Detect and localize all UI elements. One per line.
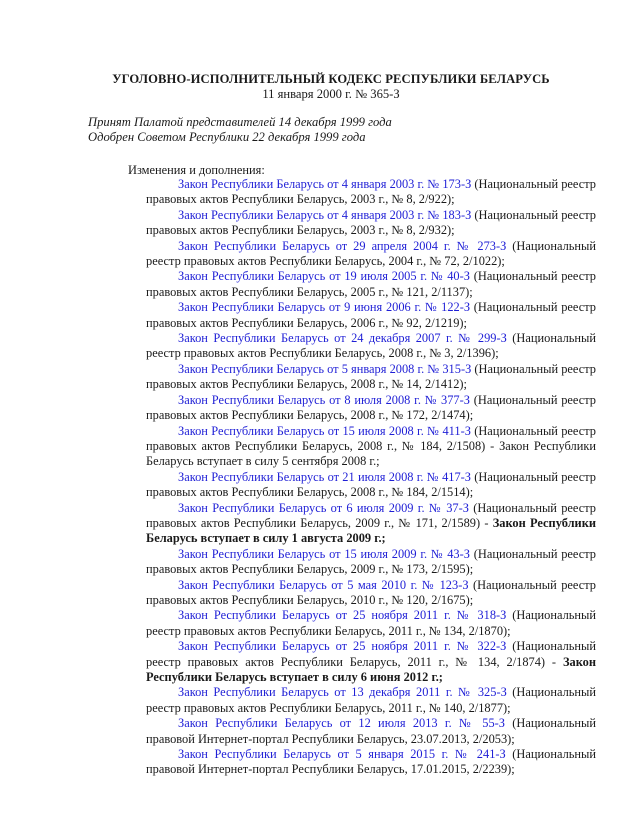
publication-source: (Национальный реестр правовых актов Республики Беларусь, 2008 г., № 184, 2/1508) - Закон Республики Беларусь вступает в силу 5 сентября 2008 г.;: [146, 423, 596, 469]
publication-source: (Национальный реестр правовых актов Республики Беларусь, 2008 г., № 184, 2/1514);: [146, 469, 596, 500]
publication-source: (Национальный реестр правовых актов Республики Беларусь, 2011 г., № 134, 2/1874) -: [146, 639, 596, 669]
effective-note: Закон Республики Беларусь вступает в силу 6 июня 2012 г.;: [146, 654, 596, 684]
law-link[interactable]: Закон Республики Беларусь от 4 января 2003 г. № 183-З: [178, 207, 472, 222]
amendment-item: [146, 177, 596, 208]
approved-by-council: Одобрен Советом Республики 22 декабря 1999 года: [88, 130, 366, 144]
publication-source: (Национальный правовой Интернет-портал Республики Беларусь, 17.01.2015, 2/2239);: [146, 747, 596, 777]
law-link[interactable]: Закон Республики Беларусь от 24 декабря 2007 г. № 299-З: [178, 331, 507, 346]
law-link[interactable]: Закон Республики Беларусь от 5 мая 2010 г. № 123-З: [178, 577, 469, 592]
effective-note: Закон Республики Беларусь вступает в силу 1 августа 2009 г.;: [146, 515, 596, 546]
publication-source: (Национальный реестр правовых актов Республики Беларусь, 2006 г., № 92, 2/1219);: [146, 300, 596, 330]
amendment-item: [146, 269, 596, 300]
law-link[interactable]: Закон Республики Беларусь от 15 июля 2008 г. № 411-З: [178, 423, 471, 438]
law-link[interactable]: Закон Республики Беларусь от 19 июля 2005 г. № 40-З: [178, 269, 470, 284]
amendment-item: [146, 331, 596, 362]
publication-source: (Национальный реестр правовых актов Республики Беларусь, 2008 г., № 172, 2/1474);: [146, 392, 597, 423]
changes-heading: Изменения и дополнения:: [128, 163, 265, 177]
amendment-item: [146, 747, 596, 778]
publication-source: (Национальный реестр правовых актов Республики Беларусь, 2004 г., № 72, 2/1022);: [146, 238, 596, 269]
publication-source: (Национальный реестр правовых актов Республики Беларусь, 2011 г., № 140, 2/1877);: [146, 685, 596, 715]
publication-source: (Национальный реестр правовых актов Республики Беларусь, 2003 г., № 8, 2/932);: [146, 207, 596, 238]
law-link[interactable]: Закон Республики Беларусь от 29 апреля 2004 г. № 273-З: [178, 238, 507, 253]
amendment-item: [146, 424, 596, 470]
amendment-item: [146, 208, 596, 239]
amendment-item: [146, 239, 596, 270]
amendment-item: [146, 716, 596, 747]
adopted-by-house: Принят Палатой представителей 14 декабря 1999 года: [88, 115, 392, 129]
law-link[interactable]: Закон Республики Беларусь от 25 ноября 2011 г. № 318-З: [178, 608, 507, 623]
law-link[interactable]: Закон Республики Беларусь от 21 июля 2008 г. № 417-З: [178, 469, 471, 484]
publication-source: (Национальный реестр правовых актов Республики Беларусь, 2005 г., № 121, 2/1137);: [146, 269, 597, 299]
law-link[interactable]: Закон Республики Беларусь от 5 января 2008 г. № 315-З: [178, 361, 472, 376]
law-link[interactable]: Закон Республики Беларусь от 12 июля 2013 г. № 55-З: [178, 716, 506, 731]
document-title: УГОЛОВНО-ИСПОЛНИТЕЛЬНЫЙ КОДЕКС РЕСПУБЛИКИ БЕЛАРУСЬ: [112, 72, 550, 86]
law-link[interactable]: Закон Республики Беларусь от 5 января 2015 г. № 241-З: [178, 747, 506, 762]
law-link[interactable]: Закон Республики Беларусь от 8 июля 2008 г. № 377-З: [178, 392, 470, 407]
publication-source: (Национальный реестр правовых актов Республики Беларусь, 2008 г., № 14, 2/1412);: [146, 361, 596, 392]
document-date-number: 11 января 2000 г. № 365-З: [262, 87, 400, 101]
law-link[interactable]: Закон Республики Беларусь от 13 декабря 2011 г. № 325-З: [178, 685, 507, 700]
amendment-item: [146, 501, 596, 547]
publication-source: (Национальный реестр правовых актов Республики Беларусь, 2010 г., № 120, 2/1675);: [146, 577, 596, 607]
amendment-item: [146, 362, 596, 393]
publication-source: (Национальный реестр правовых актов Республики Беларусь, 2009 г., № 171, 2/1589) -: [146, 500, 596, 530]
publication-source: (Национальный правовой Интернет-портал Республики Беларусь, 23.07.2013, 2/2053);: [146, 716, 597, 746]
amendment-item: [146, 639, 596, 685]
amendment-item: [146, 470, 596, 501]
amendments-list: [146, 177, 596, 778]
amendment-item: [146, 300, 596, 331]
law-link[interactable]: Закон Республики Беларусь от 4 января 2003 г. № 173-З: [178, 177, 472, 191]
amendment-item: [146, 685, 596, 716]
law-link[interactable]: Закон Республики Беларусь от 6 июля 2009 г. № 37-З: [178, 500, 469, 515]
publication-source: (Национальный реестр правовых актов Республики Беларусь, 2008 г., № 3, 2/1396);: [146, 331, 596, 361]
law-link[interactable]: Закон Республики Беларусь от 9 июня 2006 г. № 122-З: [178, 300, 471, 315]
amendment-item: [146, 578, 596, 609]
amendment-item: [146, 547, 596, 578]
publication-source: (Национальный реестр правовых актов Республики Беларусь, 2011 г., № 134, 2/1870);: [146, 608, 596, 638]
law-link[interactable]: Закон Республики Беларусь от 15 июля 2009 г. № 43-З: [178, 546, 470, 561]
amendment-item: [146, 608, 596, 639]
publication-source: (Национальный реестр правовых актов Республики Беларусь, 2009 г., № 173, 2/1595);: [146, 546, 597, 577]
publication-source: (Национальный реестр правовых актов Республики Беларусь, 2003 г., № 8, 2/922);: [146, 177, 596, 207]
amendment-item: [146, 393, 596, 424]
law-link[interactable]: Закон Республики Беларусь от 25 ноября 2011 г. № 322-З: [178, 639, 507, 654]
